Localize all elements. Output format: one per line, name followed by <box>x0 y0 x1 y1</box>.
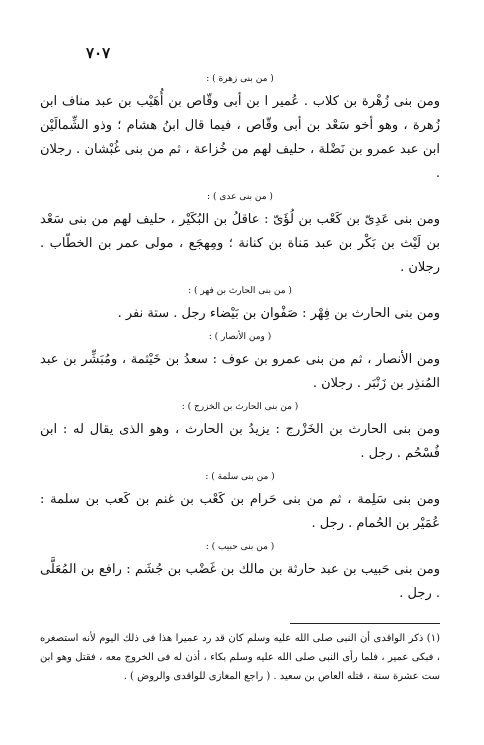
section-heading: ( من بنى زهرة ) : <box>206 74 274 84</box>
section-paragraph: ومن بنى الحارث بن فِهْر : صَفْوان بن بَيْضاء رجل . ستة نفر . <box>117 306 440 321</box>
section-heading: ( من بنى عدى ) : <box>207 192 273 202</box>
section-adi <box>40 190 440 280</box>
section-habib <box>40 540 440 606</box>
section-salima <box>40 470 440 536</box>
main-text <box>40 72 440 610</box>
section-harith-khazraj <box>40 400 440 466</box>
section-harith-fihr <box>40 284 440 326</box>
section-paragraph: ومن بنى الحارث بن الخَزْرج : يزيدُ بن الحارث ، وهو الذى يقال له : ابن فُسْحُم . رجل . <box>40 422 440 461</box>
section-heading: ( من بنى حبيب ) : <box>205 542 275 552</box>
section-heading: ( من بنى سلمة ) : <box>205 472 275 482</box>
section-paragraph: ومن الأنصار ، ثم من بنى عمرو بن عوف : سعدُ بن خَيْثمة ، ومُبَشِّر بن عبد المُنذِر بن زَنْبَر . رجلان . <box>40 352 440 391</box>
section-ansar <box>40 330 440 396</box>
section-paragraph: ومن بنى سَلِمة ، ثم من بنى حَرام بن كَعْب بن غنم بن كَعب بن سلمة : عُمَيْر بن الحُمام . رجل . <box>40 492 440 531</box>
section-paragraph: ومن بنى عَدِىّ بن كَعْب بن لُؤَىّ : عاقلُ بن البُكَيْر ، حليف لهم من بنى سَعْد بن لَيْث بن بَكْر بن عبد مَناة بن كنانة ؛ ومِهجَع ، مولى عمر بن الخطّاب . رجلان . <box>40 212 440 275</box>
section-heading: ( ومن الأنصار ) : <box>208 332 272 342</box>
section-zuhra <box>40 72 440 186</box>
section-paragraph: ومن بنى زُهْرة بن كلاب . عُمير ا بن أبى وقّاص بن أُهَيْب بن عبد مناف ابن زُهرة ، وهو أخو سَعْد بن أبى وقّاص ، فيما قال ابنُ هشام ؛ وذو الشِّمالَيْن ابن عبد عمرو بن نَضْلة ، حليف لهم من خُزاعة ، ثم من بنى غُبْشان . رجلان . <box>40 94 440 181</box>
page-number: ٧٠٧ <box>86 44 111 62</box>
footnote-divider <box>290 623 440 624</box>
section-heading: ( من بنى الحارث بن فهر ) : <box>188 286 292 296</box>
footnote: (١) ذكر الواقدى أن النبى صلى الله عليه وسلم كان قد رد عميرا هذا فى ذلك اليوم لأنه استصغره ، فبكى عمير ، فلما رأى النبى صلى الله عليه وسلم بكاء ، أذن له فى الخروج معه ، فقتل وهو ابن ست عشرة سنة ، قتله العاص بن سعيد . ( راجع المغازى للواقدى والروض ) . <box>40 633 440 682</box>
section-paragraph: ومن بنى حَبيب بن عبد حارثة بن مالك بن غَضْب بن جُشَم : رافع بن المُعَلَّى . رجل . <box>40 562 440 601</box>
section-heading: ( من بنى الحارث بن الخزرج ) : <box>181 402 299 412</box>
